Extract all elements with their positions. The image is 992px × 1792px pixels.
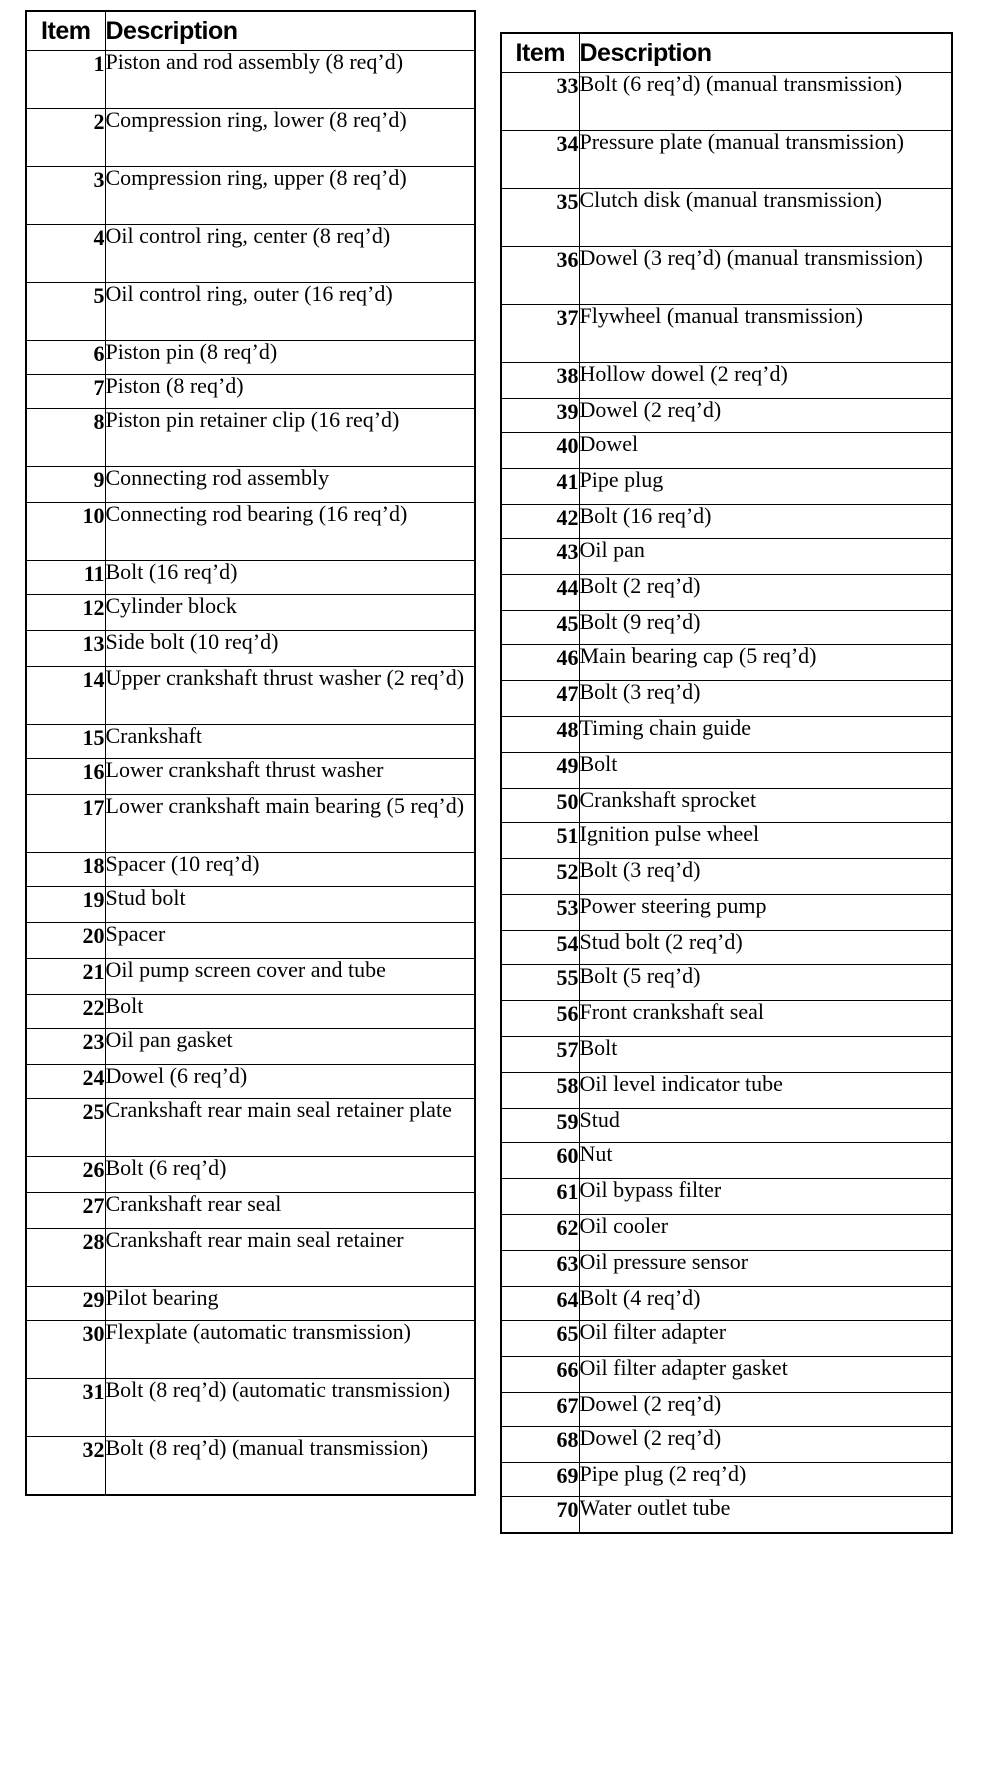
table-row: [26, 375, 475, 409]
item-number: 14: [26, 667, 105, 725]
item-description: Bolt (2 req’d): [579, 575, 952, 611]
item-description: Lower crankshaft thrust washer: [105, 759, 475, 795]
item-number: 60: [501, 1143, 579, 1179]
table-row: [26, 667, 475, 725]
item-description: Bolt (3 req’d): [579, 681, 952, 717]
item-description: Front crankshaft seal: [579, 1001, 952, 1037]
table-row: [26, 1065, 475, 1099]
table-row: [26, 1029, 475, 1065]
item-description: Water outlet tube: [579, 1497, 952, 1533]
item-description: Stud: [579, 1109, 952, 1143]
item-number: 22: [26, 995, 105, 1029]
item-description: Dowel (6 req’d): [105, 1065, 475, 1099]
item-description: Spacer: [105, 923, 475, 959]
item-number: 10: [26, 503, 105, 561]
item-description: Oil control ring, center (8 req’d): [105, 225, 475, 283]
table-row: [501, 1215, 952, 1251]
item-description: Crankshaft rear main seal retainer: [105, 1229, 475, 1287]
item-description: Stud bolt (2 req’d): [579, 931, 952, 965]
item-description: Pipe plug (2 req’d): [579, 1463, 952, 1497]
item-description: Dowel (3 req’d) (manual transmission): [579, 247, 952, 305]
item-description: Crankshaft rear seal: [105, 1193, 475, 1229]
table-row: [501, 505, 952, 539]
table-row: [501, 73, 952, 131]
item-number: 69: [501, 1463, 579, 1497]
item-number: 41: [501, 469, 579, 505]
table-header-row: [501, 33, 952, 73]
item-description: Connecting rod bearing (16 req’d): [105, 503, 475, 561]
table-row: [501, 823, 952, 859]
item-number: 42: [501, 505, 579, 539]
item-description: Power steering pump: [579, 895, 952, 931]
item-number: 46: [501, 645, 579, 681]
table-row: [26, 1287, 475, 1321]
item-number: 51: [501, 823, 579, 859]
item-description: Flexplate (automatic transmission): [105, 1321, 475, 1379]
item-number: 64: [501, 1287, 579, 1321]
item-number: 52: [501, 859, 579, 895]
item-number: 49: [501, 753, 579, 789]
table-row: [26, 795, 475, 853]
item-description: Cylinder block: [105, 595, 475, 631]
item-number: 55: [501, 965, 579, 1001]
item-description: Bolt (6 req’d): [105, 1157, 475, 1193]
table-row: [501, 931, 952, 965]
parts-table-right: [500, 32, 953, 1534]
item-description: Oil filter adapter: [579, 1321, 952, 1357]
header-description: Description: [579, 33, 952, 73]
item-number: 12: [26, 595, 105, 631]
item-number: 6: [26, 341, 105, 375]
item-number: 53: [501, 895, 579, 931]
item-description: Bolt: [105, 995, 475, 1029]
table-row: [501, 1357, 952, 1393]
item-description: Hollow dowel (2 req’d): [579, 363, 952, 399]
item-number: 13: [26, 631, 105, 667]
item-description: Oil filter adapter gasket: [579, 1357, 952, 1393]
item-description: Bolt: [579, 1037, 952, 1073]
item-description: Piston (8 req’d): [105, 375, 475, 409]
table-row: [501, 1073, 952, 1109]
item-number: 57: [501, 1037, 579, 1073]
table-row: [501, 433, 952, 469]
item-number: 4: [26, 225, 105, 283]
item-description: Nut: [579, 1143, 952, 1179]
item-description: Bolt (5 req’d): [579, 965, 952, 1001]
table-row: [501, 1179, 952, 1215]
table-row: [26, 887, 475, 923]
parts-table-left-body: [26, 51, 475, 1495]
item-number: 23: [26, 1029, 105, 1065]
table-row: [501, 1321, 952, 1357]
item-description: Oil pan gasket: [105, 1029, 475, 1065]
item-number: 24: [26, 1065, 105, 1099]
table-row: [26, 225, 475, 283]
table-row: [501, 131, 952, 189]
table-row: [26, 1229, 475, 1287]
table-row: [26, 51, 475, 109]
table-row: [501, 305, 952, 363]
table-row: [501, 717, 952, 753]
parts-table-right-body: [501, 73, 952, 1533]
item-number: 38: [501, 363, 579, 399]
item-description: Bolt (3 req’d): [579, 859, 952, 895]
table-header-row: [26, 11, 475, 51]
item-number: 17: [26, 795, 105, 853]
item-number: 39: [501, 399, 579, 433]
item-description: Main bearing cap (5 req’d): [579, 645, 952, 681]
item-number: 9: [26, 467, 105, 503]
table-row: [26, 409, 475, 467]
item-number: 19: [26, 887, 105, 923]
table-row: [26, 853, 475, 887]
table-row: [501, 1427, 952, 1463]
item-description: Stud bolt: [105, 887, 475, 923]
item-number: 44: [501, 575, 579, 611]
header-description: Description: [105, 11, 475, 51]
table-row: [501, 1037, 952, 1073]
item-description: Bolt (16 req’d): [105, 561, 475, 595]
item-number: 48: [501, 717, 579, 753]
item-number: 61: [501, 1179, 579, 1215]
table-row: [501, 681, 952, 717]
item-description: Oil cooler: [579, 1215, 952, 1251]
table-row: [501, 189, 952, 247]
item-number: 43: [501, 539, 579, 575]
item-number: 16: [26, 759, 105, 795]
item-number: 65: [501, 1321, 579, 1357]
item-number: 27: [26, 1193, 105, 1229]
item-description: Spacer (10 req’d): [105, 853, 475, 887]
item-number: 2: [26, 109, 105, 167]
item-description: Dowel (2 req’d): [579, 1393, 952, 1427]
item-number: 30: [26, 1321, 105, 1379]
table-row: [26, 631, 475, 667]
item-number: 35: [501, 189, 579, 247]
item-description: Crankshaft sprocket: [579, 789, 952, 823]
item-description: Piston pin (8 req’d): [105, 341, 475, 375]
table-row: [501, 859, 952, 895]
item-number: 7: [26, 375, 105, 409]
item-description: Piston pin retainer clip (16 req’d): [105, 409, 475, 467]
item-number: 62: [501, 1215, 579, 1251]
table-row: [501, 645, 952, 681]
item-number: 31: [26, 1379, 105, 1437]
table-row: [26, 341, 475, 375]
item-description: Bolt (16 req’d): [579, 505, 952, 539]
item-number: 11: [26, 561, 105, 595]
item-number: 33: [501, 73, 579, 131]
item-description: Connecting rod assembly: [105, 467, 475, 503]
item-number: 68: [501, 1427, 579, 1463]
item-number: 70: [501, 1497, 579, 1533]
parts-table-left: [25, 10, 476, 1496]
item-description: Lower crankshaft main bearing (5 req’d): [105, 795, 475, 853]
item-description: Oil bypass filter: [579, 1179, 952, 1215]
item-number: 26: [26, 1157, 105, 1193]
table-row: [26, 1437, 475, 1495]
table-row: [501, 469, 952, 505]
item-description: Oil pump screen cover and tube: [105, 959, 475, 995]
item-description: Bolt (8 req’d) (automatic transmission): [105, 1379, 475, 1437]
table-row: [501, 399, 952, 433]
table-row: [26, 595, 475, 631]
table-row: [26, 467, 475, 503]
item-description: Pipe plug: [579, 469, 952, 505]
item-number: 3: [26, 167, 105, 225]
item-description: Timing chain guide: [579, 717, 952, 753]
item-description: Dowel (2 req’d): [579, 1427, 952, 1463]
item-number: 37: [501, 305, 579, 363]
table-row: [26, 1157, 475, 1193]
item-number: 58: [501, 1073, 579, 1109]
item-number: 50: [501, 789, 579, 823]
item-number: 59: [501, 1109, 579, 1143]
header-item: Item: [501, 33, 579, 73]
table-row: [501, 611, 952, 645]
item-description: Bolt (8 req’d) (manual transmission): [105, 1437, 475, 1495]
table-row: [26, 503, 475, 561]
item-number: 25: [26, 1099, 105, 1157]
table-row: [501, 1463, 952, 1497]
table-row: [26, 167, 475, 225]
item-number: 66: [501, 1357, 579, 1393]
item-description: Crankshaft: [105, 725, 475, 759]
table-row: [501, 1109, 952, 1143]
item-number: 45: [501, 611, 579, 645]
table-row: [26, 725, 475, 759]
table-row: [26, 109, 475, 167]
item-number: 29: [26, 1287, 105, 1321]
item-description: Oil control ring, outer (16 req’d): [105, 283, 475, 341]
item-description: Flywheel (manual transmission): [579, 305, 952, 363]
item-description: Compression ring, upper (8 req’d): [105, 167, 475, 225]
table-row: [501, 539, 952, 575]
table-row: [26, 759, 475, 795]
item-number: 15: [26, 725, 105, 759]
item-number: 20: [26, 923, 105, 959]
item-description: Upper crankshaft thrust washer (2 req’d): [105, 667, 475, 725]
table-row: [26, 959, 475, 995]
item-description: Crankshaft rear main seal retainer plate: [105, 1099, 475, 1157]
item-description: Clutch disk (manual transmission): [579, 189, 952, 247]
item-number: 54: [501, 931, 579, 965]
table-row: [501, 1143, 952, 1179]
table-row: [501, 1497, 952, 1533]
table-row: [26, 995, 475, 1029]
table-row: [501, 1251, 952, 1287]
table-row: [501, 247, 952, 305]
item-number: 47: [501, 681, 579, 717]
item-description: Dowel (2 req’d): [579, 399, 952, 433]
item-number: 67: [501, 1393, 579, 1427]
table-row: [501, 753, 952, 789]
item-description: Compression ring, lower (8 req’d): [105, 109, 475, 167]
item-description: Bolt (6 req’d) (manual transmission): [579, 73, 952, 131]
table-row: [26, 1321, 475, 1379]
table-row: [501, 1393, 952, 1427]
item-number: 18: [26, 853, 105, 887]
item-description: Side bolt (10 req’d): [105, 631, 475, 667]
table-row: [26, 1379, 475, 1437]
table-row: [26, 283, 475, 341]
table-row: [26, 923, 475, 959]
item-number: 36: [501, 247, 579, 305]
item-number: 1: [26, 51, 105, 109]
table-row: [501, 789, 952, 823]
table-row: [26, 1193, 475, 1229]
table-row: [501, 575, 952, 611]
item-number: 5: [26, 283, 105, 341]
item-number: 28: [26, 1229, 105, 1287]
item-description: Bolt (9 req’d): [579, 611, 952, 645]
table-row: [501, 1287, 952, 1321]
item-number: 32: [26, 1437, 105, 1495]
item-description: Dowel: [579, 433, 952, 469]
table-row: [501, 1001, 952, 1037]
header-item: Item: [26, 11, 105, 51]
item-description: Bolt (4 req’d): [579, 1287, 952, 1321]
item-description: Oil pan: [579, 539, 952, 575]
item-number: 40: [501, 433, 579, 469]
item-description: Ignition pulse wheel: [579, 823, 952, 859]
item-number: 8: [26, 409, 105, 467]
item-number: 56: [501, 1001, 579, 1037]
item-description: Pressure plate (manual transmission): [579, 131, 952, 189]
table-row: [501, 965, 952, 1001]
item-description: Bolt: [579, 753, 952, 789]
item-description: Oil pressure sensor: [579, 1251, 952, 1287]
table-row: [26, 1099, 475, 1157]
item-number: 63: [501, 1251, 579, 1287]
item-description: Oil level indicator tube: [579, 1073, 952, 1109]
table-row: [501, 363, 952, 399]
item-number: 34: [501, 131, 579, 189]
table-row: [501, 895, 952, 931]
item-description: Pilot bearing: [105, 1287, 475, 1321]
table-row: [26, 561, 475, 595]
item-description: Piston and rod assembly (8 req’d): [105, 51, 475, 109]
item-number: 21: [26, 959, 105, 995]
